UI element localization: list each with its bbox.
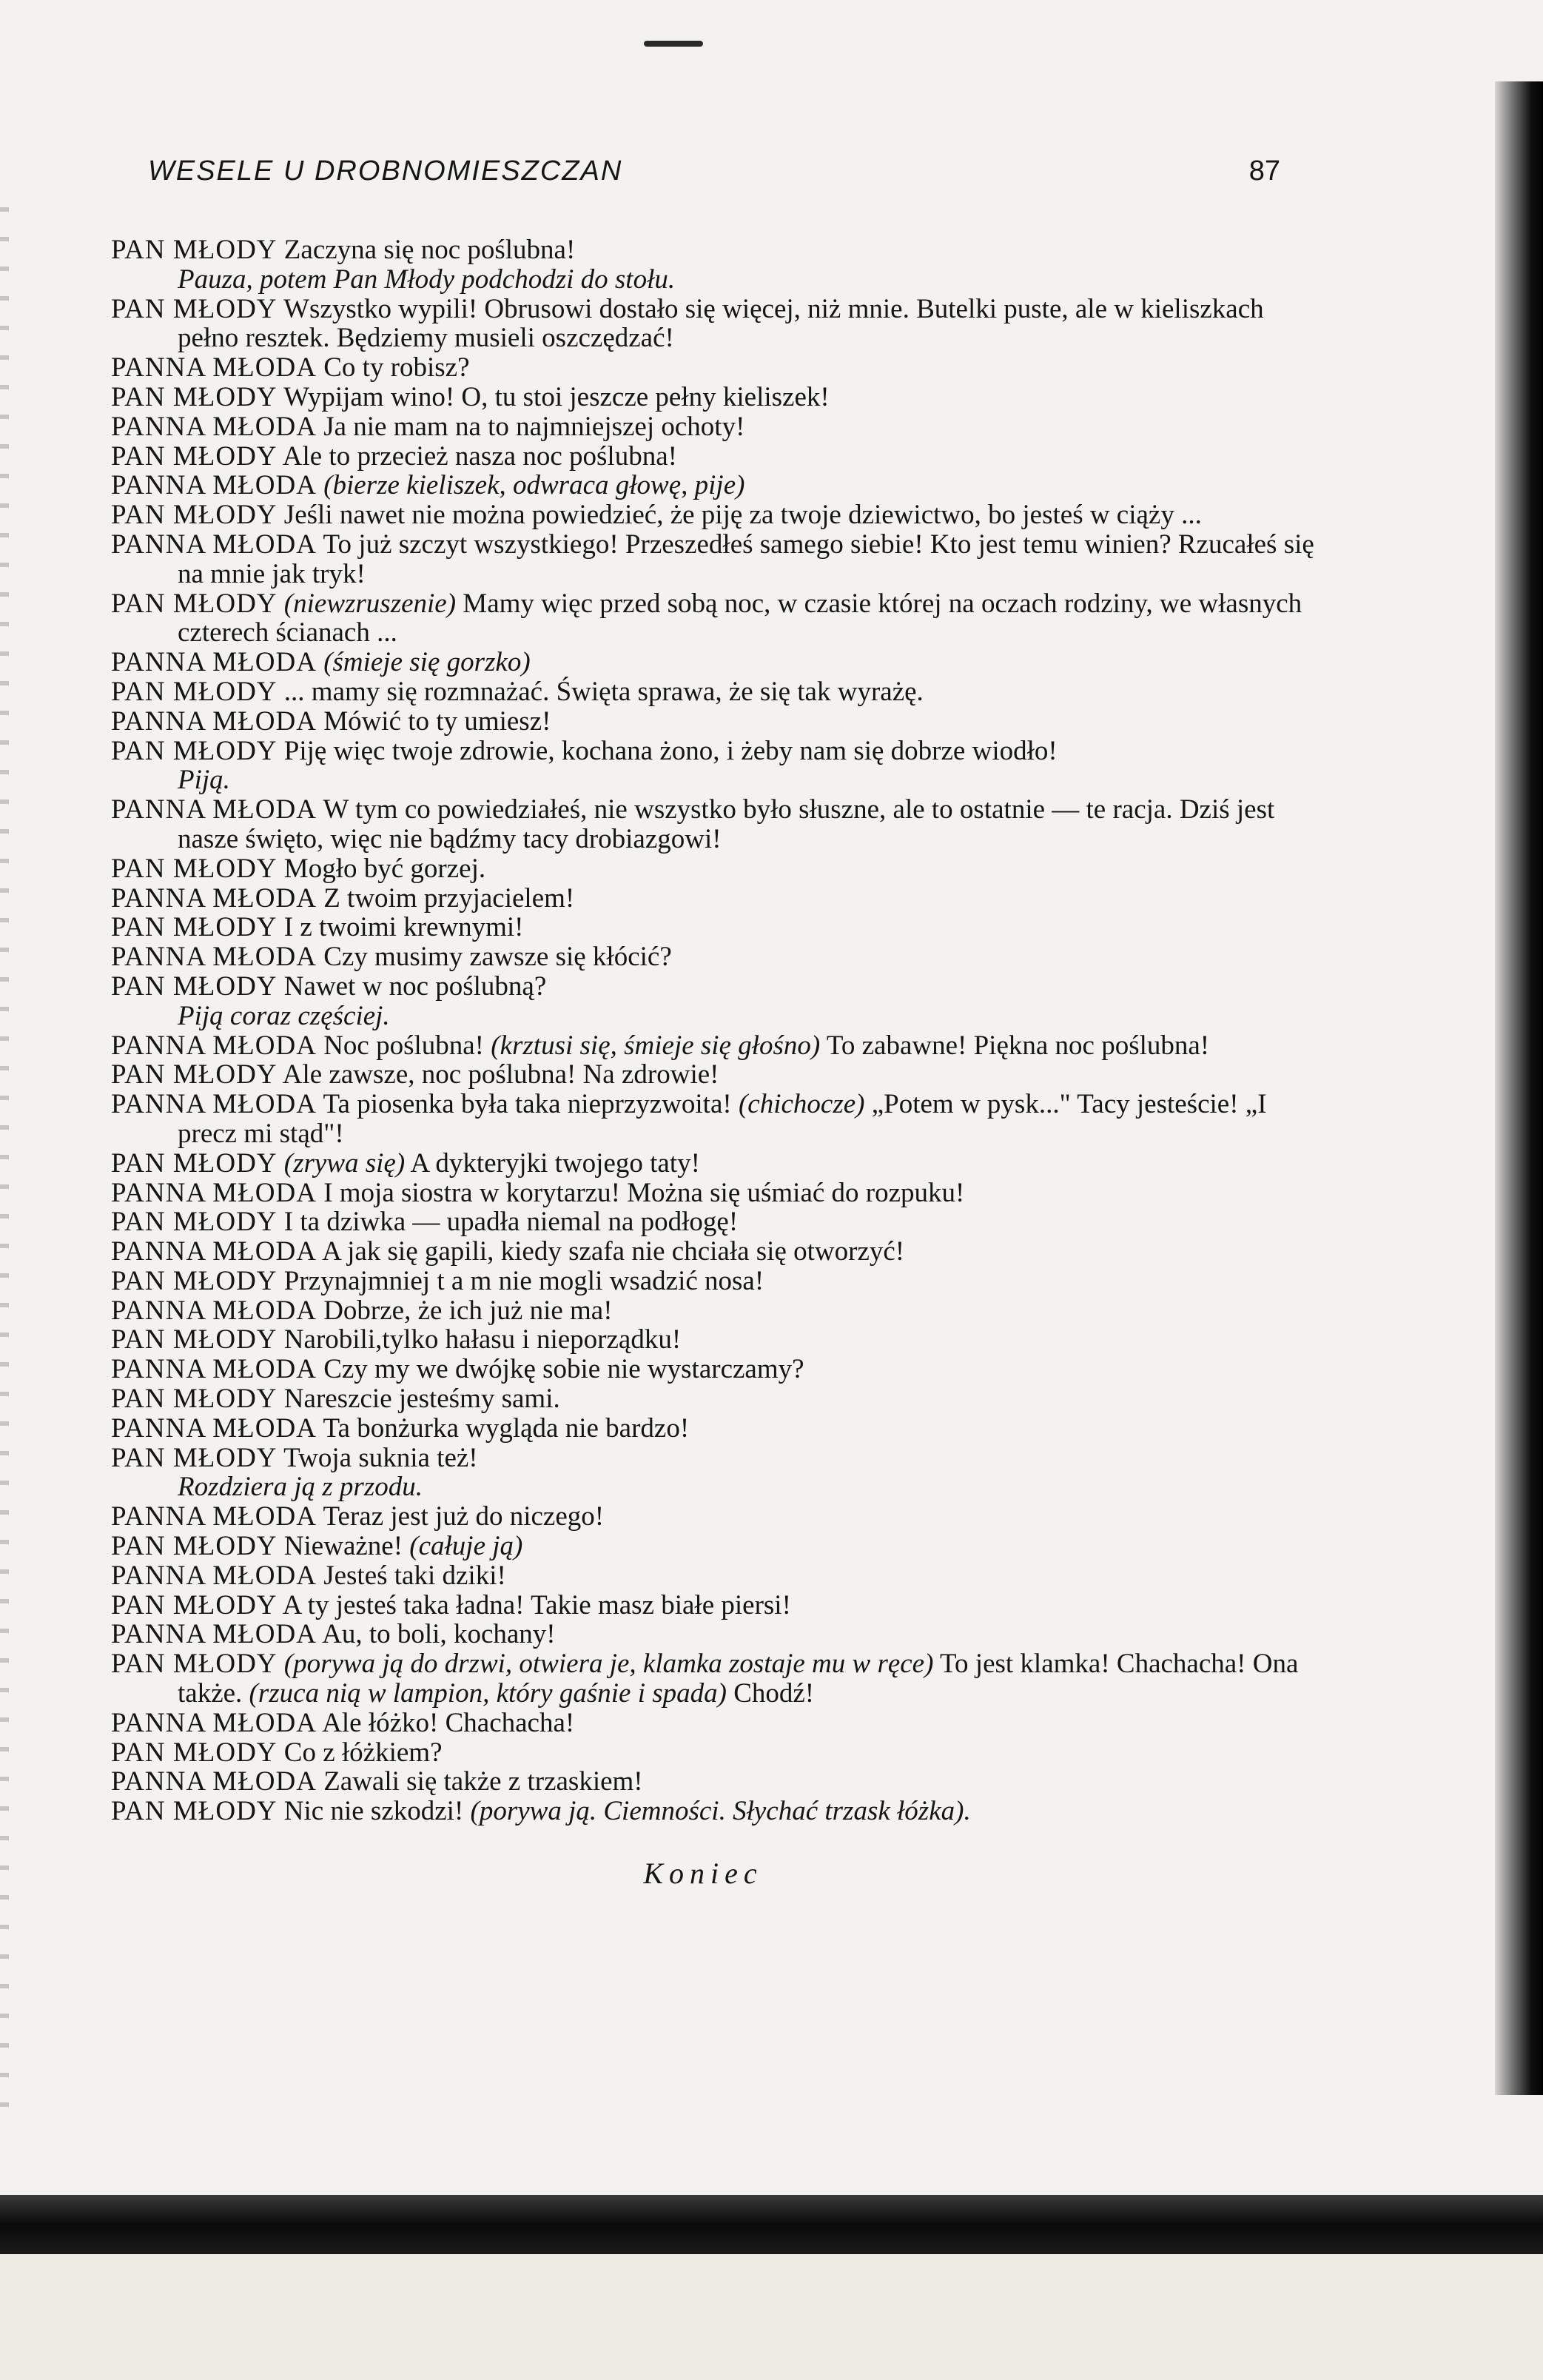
spoken-text: Ale to przecież nasza noc poślubna!: [277, 440, 677, 472]
spoken-text: Chodź!: [726, 1678, 815, 1709]
dialogue-line: [111, 530, 1325, 589]
speaker-name: PAN MŁODY: [111, 1324, 278, 1355]
speaker-name: PANNA MŁODA: [111, 705, 317, 737]
dialogue-line: [111, 1797, 1325, 1826]
dialogue-line: [111, 1325, 1325, 1355]
spoken-text: Ta bonżurka wygląda nie bardzo!: [316, 1412, 690, 1444]
spoken-text: W tym co powiedziałeś, nie wszystko było słuszne, ale to ostatnie — te racja. Dziś jest nasze święto, więc nie bądźmy tacy drobiazgowi!: [178, 794, 1275, 854]
stage-direction: Pauza, potem Pan Młody podchodzi do stołu.: [178, 264, 676, 295]
dialogue-line: [111, 1237, 1325, 1267]
speaker-name: PANNA MŁODA: [111, 1089, 317, 1120]
speaker-name: PAN MŁODY: [111, 1059, 278, 1090]
running-title: WESELE U DROBNOMIESZCZAN: [148, 155, 623, 187]
dialogue-line: [111, 1090, 1325, 1149]
speaker-name: PANNA MŁODA: [111, 1766, 317, 1797]
spoken-text: Ta piosenka była taka nieprzyzwoita!: [316, 1089, 732, 1120]
spoken-text: Nawet w noc poślubną?: [277, 971, 547, 1002]
spoken-text: „Potem w pysk..." Tacy jesteście! „I precz mi stąd"!: [178, 1089, 1267, 1149]
dialogue-line: [111, 737, 1325, 766]
dialogue-line: [111, 1060, 1325, 1090]
inline-stage-direction: (niewzruszenie): [277, 588, 457, 619]
dialogue-line: [111, 942, 1325, 972]
speaker-name: PANNA MŁODA: [111, 1030, 317, 1061]
speaker-name: PANNA MŁODA: [111, 882, 317, 914]
scan-bottom-paper: [0, 2254, 1543, 2380]
spoken-text: To zabawne! Piękna noc poślubna!: [820, 1030, 1210, 1061]
spoken-text: Mogło być gorzej.: [277, 853, 486, 884]
dialogue-line: [111, 1444, 1325, 1473]
spoken-text: To jest klamka! Chachacha! Ona także.: [178, 1649, 1299, 1709]
dialogue-line: [111, 1649, 1325, 1709]
dialogue-line: [111, 295, 1325, 354]
dialogue-line: [111, 383, 1325, 412]
spoken-text: Nareszcie jesteśmy sami.: [277, 1384, 560, 1415]
dialogue-line: [111, 1149, 1325, 1179]
speaker-name: PANNA MŁODA: [111, 1619, 317, 1650]
dialogue-line: [111, 677, 1325, 707]
speaker-name: PAN MŁODY: [111, 1737, 278, 1768]
dialogue-line: [111, 589, 1325, 648]
inline-stage-direction: (śmieje się gorzko): [316, 647, 531, 678]
spoken-text: Wszystko wypili! Obrusowi dostało się więcej, niż mnie. Butelki puste, ale w kieliszkach pełno resztek. Będziemy musieli oszczędzać!: [178, 293, 1264, 354]
inline-stage-direction: (porywa ją. Ciemności. Słychać trzask łóżka).: [463, 1796, 971, 1827]
spoken-text: Mamy więc przed sobą noc, w czasie której na oczach rodziny, we własnych czterech ścianach ...: [178, 588, 1302, 648]
dialogue-line: [111, 648, 1325, 677]
speaker-name: PAN MŁODY: [111, 853, 278, 884]
spoken-text: Au, to boli, kochany!: [316, 1619, 556, 1650]
spoken-text: Teraz jest już do niczego!: [316, 1501, 605, 1532]
speaker-name: PANNA MŁODA: [111, 352, 317, 383]
speaker-name: PANNA MŁODA: [111, 1501, 317, 1532]
dialogue-line: [111, 412, 1325, 442]
page-left-edge: [0, 207, 9, 2132]
speaker-name: PAN MŁODY: [111, 1531, 278, 1562]
spoken-text: Przynajmniej t a m nie mogli wsadzić nosa!: [277, 1265, 764, 1296]
speaker-name: PAN MŁODY: [111, 912, 278, 943]
dialogue-line: [111, 1502, 1325, 1532]
speaker-name: PAN MŁODY: [111, 500, 278, 531]
dialogue-text: [111, 235, 1325, 1891]
spoken-text: A jak się gapili, kiedy szafa nie chciała się otworzyć!: [316, 1236, 905, 1267]
speaker-name: PAN MŁODY: [111, 1384, 278, 1415]
spoken-text: A ty jesteś taka ładna! Takie masz białe piersi!: [277, 1589, 791, 1620]
speaker-name: PAN MŁODY: [111, 588, 278, 619]
spoken-text: Czy my we dwójkę sobie nie wystarczamy?: [316, 1354, 804, 1385]
speaker-name: PANNA MŁODA: [111, 1354, 317, 1385]
spoken-text: I moja siostra w korytarzu! Można się uśmiać do rozpuku!: [316, 1177, 965, 1208]
page-header: [148, 155, 1280, 187]
dialogue-line: [111, 1207, 1325, 1237]
spoken-text: Wypijam wino! O, tu stoi jeszcze pełny kieliszek!: [277, 381, 830, 412]
dialogue-line: [111, 972, 1325, 1002]
scan-bottom-edge: [0, 2195, 1543, 2254]
spoken-text: Jeśli nawet nie można powiedzieć, że piję za twoje dziewictwo, bo jesteś w ciąży ...: [277, 500, 1202, 531]
dialogue-line: [111, 913, 1325, 942]
dialogue-line: [111, 1296, 1325, 1326]
dialogue-line: [111, 1620, 1325, 1649]
dialogue-line: [111, 1355, 1325, 1384]
spoken-text: ... mamy się rozmnażać. Święta sprawa, że się tak wyrażę.: [277, 676, 924, 707]
speaker-name: PAN MŁODY: [111, 735, 278, 766]
inline-stage-direction: (chichocze): [731, 1089, 865, 1120]
spoken-text: Nic nie szkodzi!: [277, 1796, 464, 1827]
dialogue-line: [111, 442, 1325, 472]
spoken-text: Twoja suknia też!: [277, 1442, 478, 1473]
book-binding-shadow: [1495, 81, 1543, 2095]
spoken-text: Narobili,tylko hałasu i nieporządku!: [277, 1324, 682, 1355]
spoken-text: Jesteś taki dziki!: [316, 1560, 506, 1591]
stage-direction: Piją.: [178, 765, 230, 796]
spoken-text: I z twoimi krewnymi!: [277, 912, 524, 943]
speaker-name: PAN MŁODY: [111, 1442, 278, 1473]
speaker-name: PANNA MŁODA: [111, 411, 317, 442]
dialogue-line: [111, 1031, 1325, 1061]
stage-direction: Rozdziera ją z przodu.: [178, 1472, 423, 1503]
spoken-text: Zawali się także z trzaskiem!: [316, 1766, 643, 1797]
dialogue-line: [111, 795, 1325, 854]
speaker-name: PAN MŁODY: [111, 1796, 278, 1827]
dialogue-line: [111, 1767, 1325, 1797]
inline-stage-direction: (zrywa się): [277, 1147, 406, 1179]
inline-stage-direction: (krztusi się, śmieje się głośno): [484, 1030, 821, 1061]
dialogue-line: [111, 1709, 1325, 1738]
spoken-text: A dykteryjki twojego taty!: [405, 1147, 700, 1179]
dialogue-line: [111, 854, 1325, 884]
speaker-name: PAN MŁODY: [111, 440, 278, 472]
speaker-name: PANNA MŁODA: [111, 1560, 317, 1591]
dialogue-line: [111, 1414, 1325, 1444]
spoken-text: Ja nie mam na to najmniejszej ochoty!: [316, 411, 745, 442]
dialogue-line: [111, 1738, 1325, 1768]
speaker-name: PAN MŁODY: [111, 1147, 278, 1179]
stage-direction: Piją coraz częściej.: [178, 1000, 390, 1031]
spoken-text: I ta dziwka — upadła niemal na podłogę!: [277, 1207, 739, 1238]
dialogue-line: [111, 884, 1325, 914]
speaker-name: PAN MŁODY: [111, 1265, 278, 1296]
speaker-name: PANNA MŁODA: [111, 470, 317, 501]
speaker-name: PAN MŁODY: [111, 1589, 278, 1620]
speaker-name: PAN MŁODY: [111, 235, 278, 265]
dialogue-line: [111, 1532, 1325, 1561]
spoken-text: Mówić to ty umiesz!: [316, 705, 551, 737]
spoken-text: To już szczyt wszystkiego! Przeszedłeś samego siebie! Kto jest temu winien? Rzucałeś się na mnie jak tryk!: [178, 529, 1314, 589]
speaker-name: PANNA MŁODA: [111, 647, 317, 678]
dialogue-line: [111, 1384, 1325, 1414]
spoken-text: Dobrze, że ich już nie ma!: [316, 1295, 613, 1326]
speaker-name: PANNA MŁODA: [111, 794, 317, 825]
spoken-text: Czy musimy zawsze się kłócić?: [316, 942, 672, 973]
speaker-name: PANNA MŁODA: [111, 1177, 317, 1208]
page-number: 87: [1248, 155, 1280, 187]
ending-word: Koniec: [643, 1857, 763, 1891]
speaker-name: PANNA MŁODA: [111, 529, 317, 560]
spoken-text: Ale łóżko! Chachacha!: [316, 1707, 575, 1738]
dialogue-line: [111, 1561, 1325, 1591]
speaker-name: PANNA MŁODA: [111, 1707, 317, 1738]
speaker-name: PAN MŁODY: [111, 676, 278, 707]
spoken-text: Nieważne!: [277, 1531, 403, 1562]
spoken-text: Z twoim przyjacielem!: [316, 882, 575, 914]
dialogue-line: [111, 1179, 1325, 1208]
spoken-text: Piję więc twoje zdrowie, kochana żono, i żeby nam się dobrze wiodło!: [277, 735, 1058, 766]
inline-stage-direction: (porywa ją do drzwi, otwiera je, klamka zostaje mu w ręce): [277, 1649, 934, 1680]
speaker-name: PAN MŁODY: [111, 1207, 278, 1238]
inline-stage-direction: (rzuca nią w lampion, który gaśnie i spada): [242, 1678, 727, 1709]
speaker-name: PANNA MŁODA: [111, 942, 317, 973]
speaker-name: PAN MŁODY: [111, 1649, 278, 1680]
speaker-name: PAN MŁODY: [111, 381, 278, 412]
speaker-name: PAN MŁODY: [111, 971, 278, 1002]
dialogue-line: [111, 235, 1325, 265]
spoken-text: Ale zawsze, noc poślubna! Na zdrowie!: [277, 1059, 719, 1090]
dialogue-line: [111, 707, 1325, 737]
speaker-name: PAN MŁODY: [111, 293, 278, 324]
spoken-text: Co ty robisz?: [316, 352, 470, 383]
dialogue-line: [111, 1591, 1325, 1620]
spoken-text: Noc poślubna!: [316, 1030, 485, 1061]
scan-smudge: [644, 41, 703, 47]
spoken-text: Co z łóżkiem?: [277, 1737, 443, 1768]
dialogue-line: [111, 500, 1325, 530]
dialogue-line: [111, 1267, 1325, 1296]
inline-stage-direction: (całuje ją): [403, 1531, 523, 1562]
speaker-name: PANNA MŁODA: [111, 1295, 317, 1326]
speaker-name: PANNA MŁODA: [111, 1412, 317, 1444]
speaker-name: PANNA MŁODA: [111, 1236, 317, 1267]
inline-stage-direction: (bierze kieliszek, odwraca głowę, pije): [316, 470, 745, 501]
spoken-text: Zaczyna się noc poślubna!: [277, 235, 576, 265]
dialogue-line: [111, 353, 1325, 383]
dialogue-line: [111, 471, 1325, 500]
